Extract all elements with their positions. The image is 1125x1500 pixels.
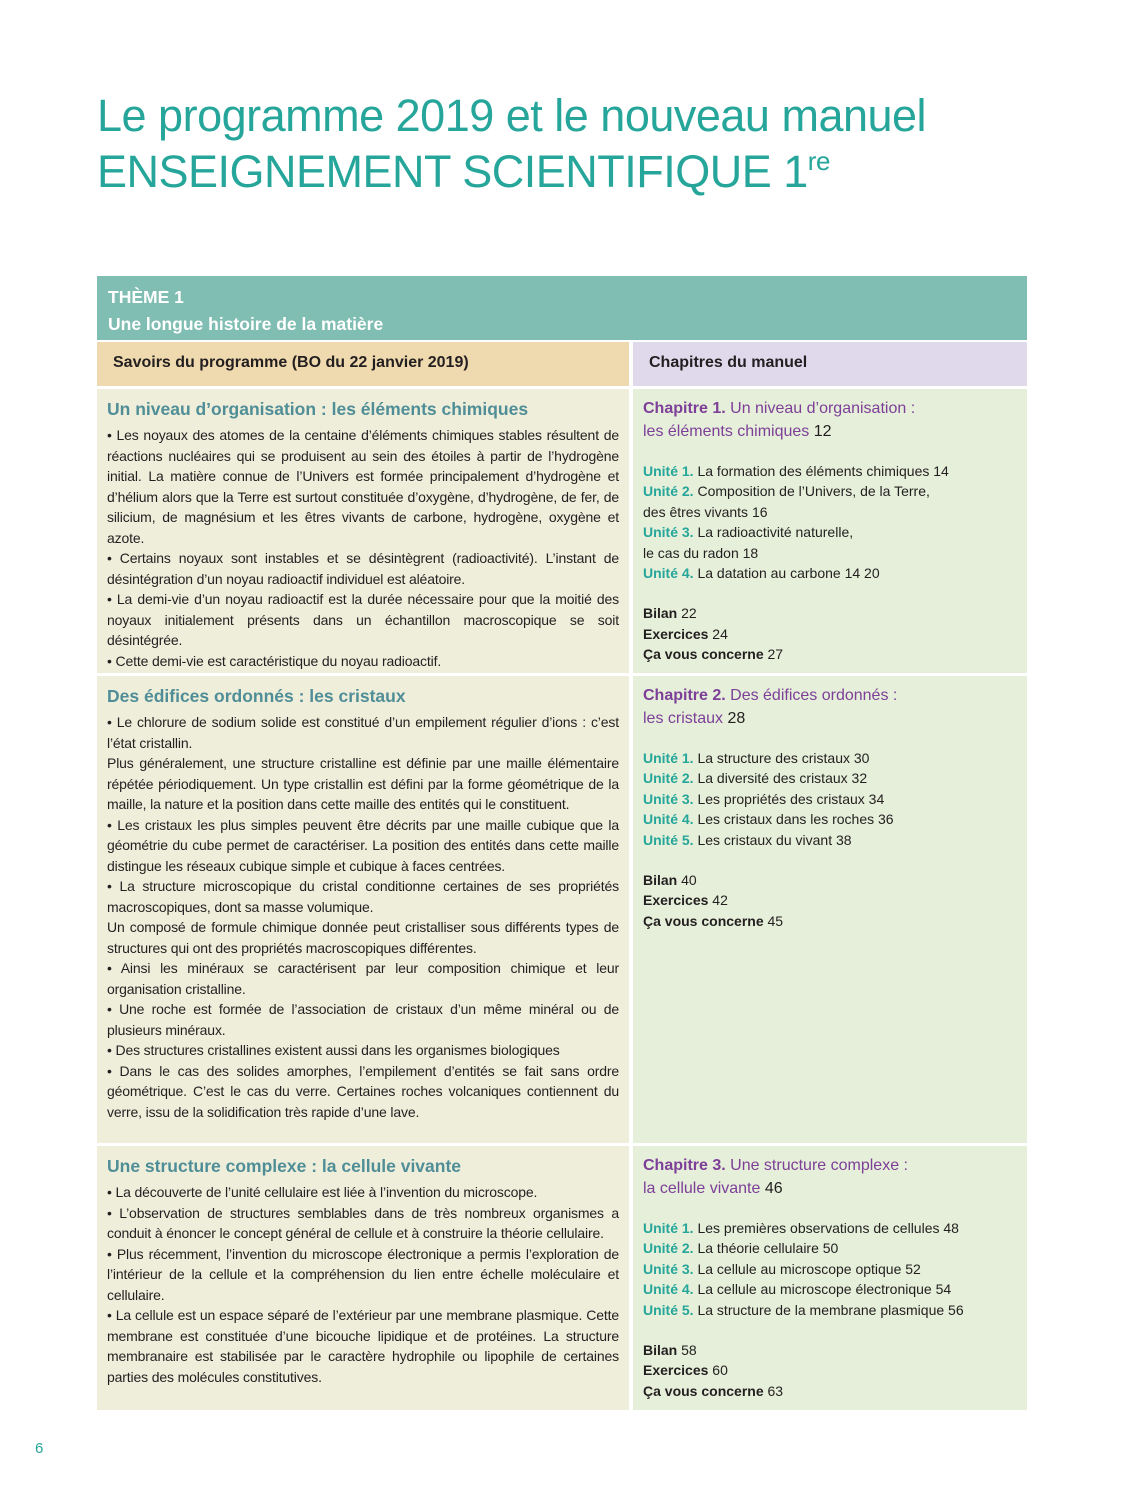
- unit-item: [643, 481, 1017, 522]
- unit-text: La datation au carbone 14 20: [693, 565, 880, 582]
- unit-text: La cellule au microscope optique 52: [693, 1260, 921, 1277]
- bilan-entry: [643, 1340, 1017, 1360]
- chapter-name-2: les cristaux: [643, 710, 724, 727]
- exercices-label: Exercices: [643, 1362, 709, 1379]
- concerne-page: 63: [763, 1382, 784, 1399]
- unit-text: La radioactivité naturelle,: [693, 524, 854, 541]
- page-title: [97, 88, 926, 200]
- exercices-entry: [643, 624, 1017, 644]
- unit-item: [643, 1279, 1017, 1299]
- table-row: [97, 676, 1027, 1143]
- unit-item: [643, 789, 1017, 809]
- unit-item: [643, 563, 1017, 583]
- bilan-label: Bilan: [643, 1342, 678, 1359]
- unit-item: [643, 1300, 1017, 1320]
- unit-item: [643, 809, 1017, 829]
- header-savoirs: Savoirs du programme (BO du 22 janvier 2019): [97, 342, 629, 386]
- table-row: [97, 1146, 1027, 1410]
- unit-item: [643, 768, 1017, 788]
- savoir-paragraph: • La découverte de l’unité cellulaire est liée à l’invention du microscope.: [107, 1184, 538, 1200]
- unit-label: Unité 3.: [643, 1260, 694, 1277]
- bilan-page: 40: [677, 872, 697, 889]
- unit-item: [643, 522, 1017, 563]
- chapter-title: [643, 1154, 1017, 1200]
- unit-label: Unité 4.: [643, 565, 694, 582]
- exercices-entry: [643, 1360, 1017, 1380]
- chapter-name: Un niveau d’organisation :: [725, 400, 916, 417]
- exercices-label: Exercices: [643, 892, 709, 909]
- chapter-label: Chapitre 2.: [643, 687, 726, 704]
- savoir-paragraph: • Cette demi-vie est caractéristique du noyau radioactif.: [107, 652, 442, 669]
- program-table: [97, 276, 1027, 1410]
- chapitre-cell: [633, 1146, 1027, 1410]
- section-title: Une structure complexe : la cellule vivante: [107, 1156, 462, 1176]
- bilan-label: Bilan: [643, 872, 678, 889]
- title-superscript: re: [807, 146, 830, 176]
- savoir-paragraph: • Ainsi les minéraux se caractérisent par leur composition chimique et leur organisation cristalline.: [107, 960, 619, 997]
- unit-label: Unité 2.: [643, 1240, 694, 1257]
- unit-text: La structure de la membrane plasmique 56: [693, 1301, 964, 1318]
- page-number: 6: [35, 1440, 44, 1457]
- savoir-paragraph: • Plus récemment, l’invention du microscope électronique a permis l’exploration de l’intérieur de la cellule et la compréhension du lien entre échelle moléculaire et cellulaire.: [107, 1245, 619, 1303]
- unit-text: Les cristaux du vivant 38: [693, 831, 852, 848]
- exercices-label: Exercices: [643, 625, 709, 642]
- savoir-paragraph: • L’observation de structures semblables dans de très nombreux organismes a conduit à énoncer le concept général de cellule et à construire la théorie cellulaire.: [107, 1204, 619, 1241]
- chapitre-cell: [633, 676, 1027, 1143]
- concerne-label: Ça vous concerne: [643, 1382, 764, 1399]
- unit-label: Unité 4.: [643, 1281, 694, 1298]
- bilan-entry: [643, 603, 1017, 623]
- unit-item: [643, 1259, 1017, 1279]
- unit-text: Les premières observations de cellules 48: [693, 1220, 959, 1236]
- unit-label: Unité 5.: [643, 1301, 694, 1318]
- savoirs-cell: [97, 389, 629, 673]
- savoir-paragraph: • La structure microscopique du cristal conditionne certaines de ses propriétés macroscopiques, dont sa masse volumique.: [107, 878, 619, 915]
- chapter-name-2: les éléments chimiques: [643, 423, 810, 440]
- unit-text-2: des êtres vivants 16: [643, 503, 768, 520]
- bilan-entry: [643, 870, 1017, 890]
- section-title: Un niveau d’organisation : les éléments chimiques: [107, 399, 529, 419]
- savoir-paragraph: • Dans le cas des solides amorphes, l’empilement d’entités se fait sans ordre géométrique. C’est le cas du verre. Certaines roches volcaniques contiennent du verre, issu de la solidification très rapide d’une lave.: [107, 1062, 619, 1120]
- unit-text: Les cristaux dans les roches 36: [693, 811, 894, 828]
- savoir-paragraph: Plus généralement, une structure cristalline est définie par une maille élémentaire répétée périodiquement. Un type cristallin est défini par la forme géométrique de la maille, la nature et la position dans cette maille des entités qui le constituent.: [107, 755, 619, 812]
- chapter-label: Chapitre 1.: [643, 400, 726, 417]
- concerne-entry: [643, 911, 1017, 931]
- exercices-page: 24: [708, 625, 728, 642]
- concerne-label: Ça vous concerne: [643, 912, 764, 929]
- unit-text: La diversité des cristaux 32: [693, 770, 868, 787]
- exercices-entry: [643, 890, 1017, 910]
- table-row: [97, 389, 1027, 673]
- title-line-1: Le programme 2019 et le nouveau manuel: [97, 90, 927, 141]
- savoir-paragraph: • Des structures cristallines existent aussi dans les organismes biologiques: [107, 1042, 560, 1058]
- theme-header: [97, 276, 1027, 340]
- savoir-paragraph: • Une roche est formée de l’association de cristaux d’un même minéral ou de plusieurs minéraux.: [107, 1001, 619, 1038]
- savoirs-cell: [97, 1146, 629, 1410]
- chapter-name-2: la cellule vivante: [643, 1180, 761, 1197]
- concerne-label: Ça vous concerne: [643, 646, 764, 663]
- header-chapitres: Chapitres du manuel: [633, 342, 1027, 386]
- savoir-paragraph: • La demi-vie d’un noyau radioactif est la durée nécessaire pour que la moitié des noyaux initialement présents dans un échantillon macroscopique se soit désintégrée.: [107, 591, 619, 648]
- unit-label: Unité 2.: [643, 483, 694, 500]
- chapter-title: [643, 684, 1017, 730]
- concerne-page: 27: [763, 646, 784, 663]
- chapitre-cell: [633, 389, 1027, 673]
- unit-label: Unité 2.: [643, 770, 694, 787]
- unit-item: [643, 748, 1017, 768]
- unit-text: Composition de l’Univers, de la Terre,: [693, 483, 930, 500]
- bilan-page: 22: [677, 605, 697, 622]
- unit-text: La formation des éléments chimiques 14: [693, 463, 949, 479]
- unit-label: Unité 1.: [643, 1220, 694, 1236]
- concerne-page: 45: [763, 912, 784, 929]
- chapter-title: [643, 397, 1017, 443]
- bilan-page: 58: [677, 1342, 697, 1359]
- concerne-entry: [643, 644, 1017, 664]
- theme-name: Une longue histoire de la matière: [108, 314, 384, 334]
- savoir-paragraph: Un composé de formule chimique donnée peut cristalliser sous différents types de structures qui ont des propriétés macroscopiques différentes.: [107, 919, 619, 956]
- exercices-page: 42: [708, 892, 728, 909]
- unit-label: Unité 4.: [643, 811, 694, 828]
- title-line-2: ENSEIGNEMENT SCIENTIFIQUE 1: [97, 146, 808, 197]
- unit-text: La cellule au microscope électronique 54: [693, 1281, 952, 1298]
- unit-item: [643, 830, 1017, 850]
- theme-label: THÈME 1: [108, 287, 184, 307]
- exercices-page: 60: [708, 1362, 728, 1379]
- unit-text: Les propriétés des cristaux 34: [693, 790, 885, 807]
- unit-label: Unité 1.: [643, 463, 694, 479]
- unit-item: [643, 461, 1017, 481]
- savoir-paragraph: • Les cristaux les plus simples peuvent être décrits par une maille cubique que la géométrie du cube permet de caractériser. La position des entités dans cette maille distingue les réseaux cubique simple et cubique à faces centrées.: [107, 816, 619, 874]
- unit-text: La théorie cellulaire 50: [693, 1240, 839, 1257]
- chapter-label: Chapitre 3.: [643, 1157, 726, 1174]
- chapter-page: 12: [809, 423, 832, 440]
- savoir-paragraph: • La cellule est un espace séparé de l’extérieur par une membrane plasmique. Cette membrane est constituée d’une bicouche lipidique et de protéines. La structure membranaire est stabilisée par le caractère hydrophile ou lipophile de certaines parties des molécules constitutives.: [107, 1307, 619, 1385]
- column-headers: [97, 342, 1027, 386]
- unit-text-2: le cas du radon 18: [643, 544, 759, 561]
- unit-label: Unité 5.: [643, 831, 694, 848]
- unit-item: [643, 1218, 1017, 1238]
- savoir-paragraph: • Le chlorure de sodium solide est constitué d’un empilement régulier d’ions : c’est l’état cristallin.: [107, 714, 619, 751]
- section-title: Des édifices ordonnés : les cristaux: [107, 686, 406, 706]
- chapter-page: 46: [760, 1180, 783, 1197]
- savoirs-cell: [97, 676, 629, 1143]
- unit-item: [643, 1238, 1017, 1258]
- chapter-name: Des édifices ordonnés :: [725, 687, 898, 704]
- savoir-paragraph: • Certains noyaux sont instables et se désintègrent (radioactivité). L’instant de désintégration d’un noyau radioactif individuel est aléatoire.: [107, 550, 619, 587]
- savoir-paragraph: • Les noyaux des atomes de la centaine d’éléments chimiques stables résultent de réactions nucléaires qui se produisent au sein des étoiles à partir de l’hydrogène initial. La matière connue de l’Univers est formée principalement d’hydrogène et d’hélium alors que la Terre est surtout constituée d’oxygène, d’hydrogène, de fer, de silicium, de magnésium et les êtres vivants de carbone, hydrogène, oxygène et azote.: [107, 427, 619, 546]
- unit-text: La structure des cristaux 30: [693, 750, 870, 766]
- unit-label: Unité 3.: [643, 524, 694, 541]
- unit-label: Unité 1.: [643, 750, 694, 766]
- chapter-page: 28: [723, 710, 746, 727]
- unit-label: Unité 3.: [643, 790, 694, 807]
- concerne-entry: [643, 1381, 1017, 1401]
- bilan-label: Bilan: [643, 605, 678, 622]
- chapter-name: Une structure complexe :: [725, 1157, 908, 1174]
